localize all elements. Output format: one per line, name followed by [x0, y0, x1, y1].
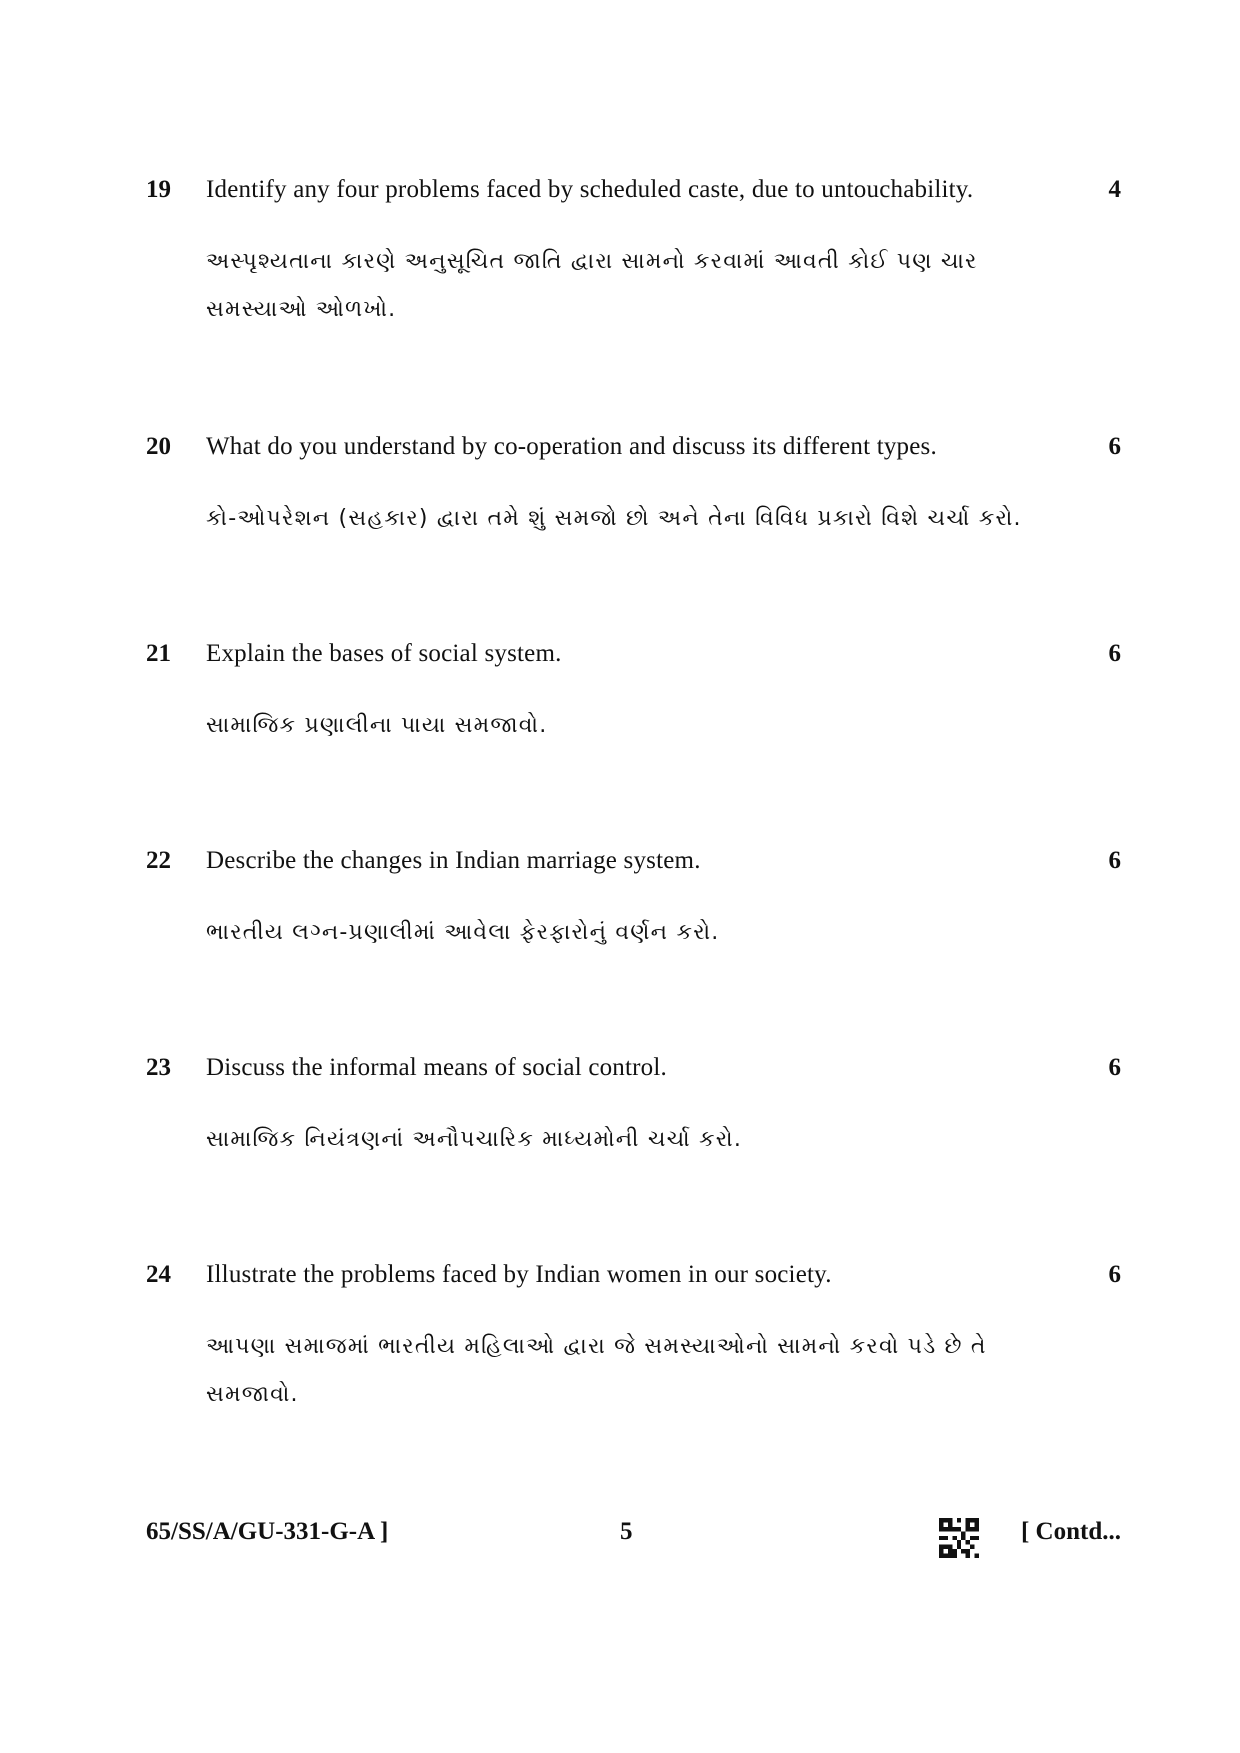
question-21	[146, 640, 1121, 750]
question-23	[146, 1054, 1121, 1164]
question-marks: 6	[1108, 1054, 1121, 1081]
continued-label: [ Contd...	[1020, 1518, 1121, 1545]
question-number: 23	[146, 1054, 171, 1081]
question-20	[146, 433, 1121, 543]
question-19	[146, 176, 1121, 334]
page-number: 5	[620, 1518, 633, 1545]
page-footer	[146, 1518, 1121, 1558]
question-number: 22	[146, 847, 171, 874]
question-text-english: Describe the changes in Indian marriage system.	[206, 847, 701, 874]
question-row	[146, 640, 1121, 680]
question-text-english: Discuss the informal means of social control.	[206, 1054, 667, 1081]
question-text-english: Identify any four problems faced by scheduled caste, due to untouchability.	[206, 176, 974, 203]
question-number: 24	[146, 1261, 171, 1288]
question-marks: 4	[1108, 176, 1121, 203]
paper-code: 65/SS/A/GU-331-G-A ]	[146, 1518, 389, 1545]
qr-code-icon	[939, 1518, 979, 1558]
question-text-gujarati: ભારતીય લગ્ન-પ્રણાલીમાં આવેલા ફેરફારોનું વર્ણન કરો.	[206, 920, 720, 945]
question-number: 21	[146, 640, 171, 667]
question-text-english: What do you understand by co-operation and discuss its different types.	[206, 433, 937, 460]
question-number: 19	[146, 176, 171, 203]
question-text-english: Illustrate the problems faced by Indian women in our society.	[206, 1261, 832, 1288]
question-text-gujarati: કો-ઓપરેશન (સહકાર) દ્વારા તમે શું સમજો છો અને તેના વિવિધ પ્રકારો વિશે ચર્ચા કરો.	[206, 506, 1022, 531]
question-row	[146, 847, 1121, 887]
question-text-gujarati: સામાજિક પ્રણાલીના પાયા સમજાવો.	[206, 713, 548, 738]
question-number: 20	[146, 433, 171, 460]
question-marks: 6	[1108, 433, 1121, 460]
question-row	[146, 433, 1121, 473]
question-24	[146, 1261, 1121, 1419]
question-marks: 6	[1108, 640, 1121, 667]
question-text-gujarati: સામાજિક નિયંત્રણનાં અનૌપચારિક માધ્યમોની ચર્ચા કરો.	[206, 1127, 743, 1152]
question-text-gujarati: આપણા સમાજમાં ભારતીય મહિલાઓ દ્વારા જે સમસ્યાઓનો સામનો કરવો પડે છે તે સમજાવો.	[206, 1334, 987, 1407]
question-text-gujarati: અસ્પૃશ્યતાના કારણે અનુસૂચિત જાતિ દ્વારા સામનો કરવામાં આવતી કોઈ પણ ચાર સમસ્યાઓ ઓળખો.	[206, 249, 978, 322]
question-row	[146, 176, 1121, 216]
question-text-english: Explain the bases of social system.	[206, 640, 562, 667]
question-row	[146, 1261, 1121, 1301]
question-row	[146, 1054, 1121, 1094]
question-marks: 6	[1108, 847, 1121, 874]
question-marks: 6	[1108, 1261, 1121, 1288]
question-22	[146, 847, 1121, 957]
